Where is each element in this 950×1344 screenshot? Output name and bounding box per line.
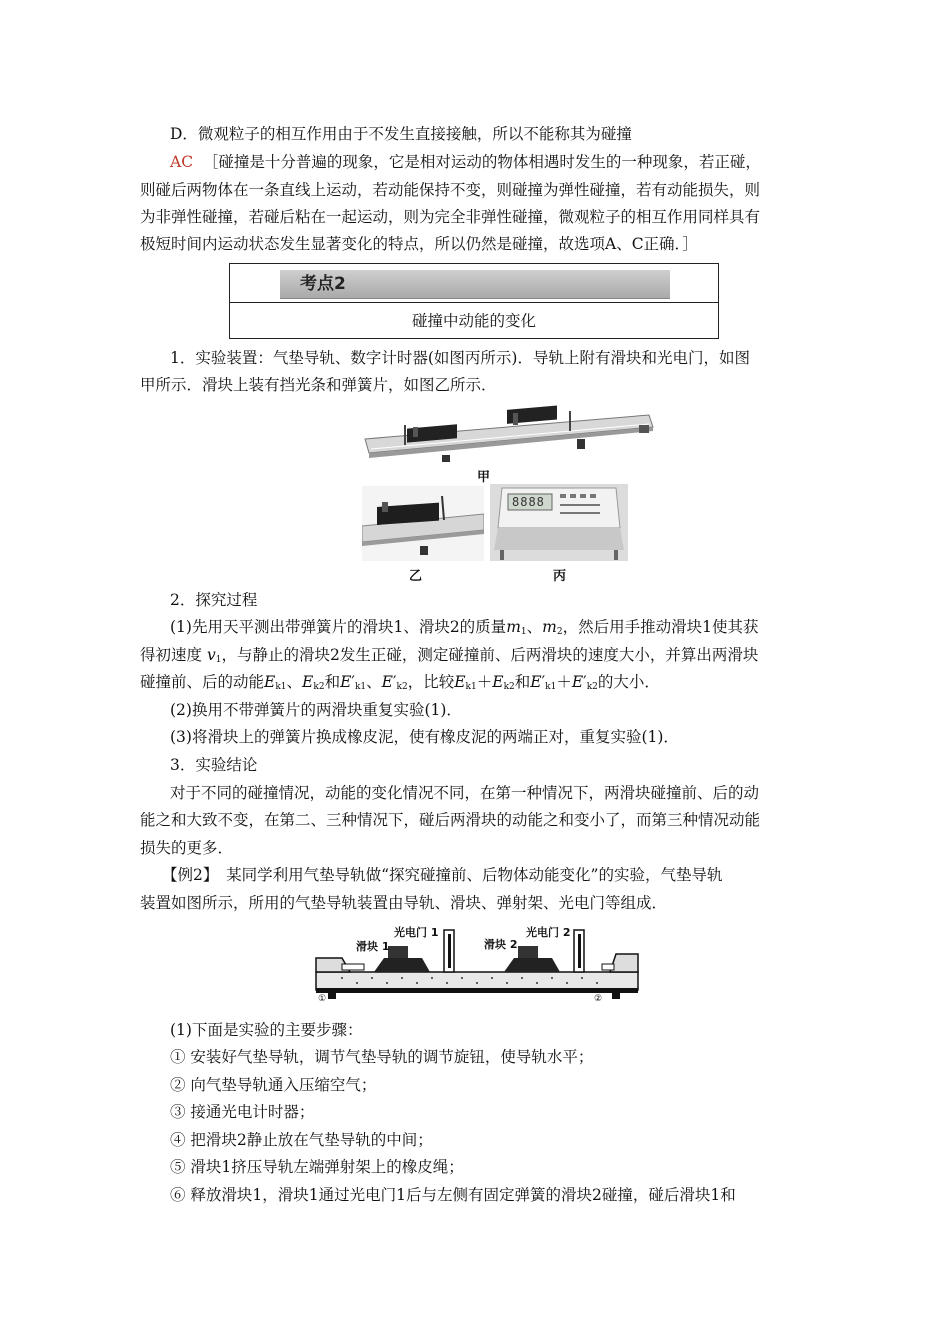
step-1: ① 安装好气垫导轨，调节气垫导轨的调节旋钮，使导轨水平； — [170, 1048, 594, 1066]
conjunction: 和 — [514, 673, 531, 691]
prime-mark: ′ — [392, 673, 397, 691]
section-tag: 考点2 — [300, 274, 346, 294]
symbol-e: E — [264, 673, 276, 691]
symbol-e: E — [340, 673, 352, 691]
answer-explanation-line-3: 为非弹性碰撞，若碰后粘在一起运动，则为完全非弹性碰撞，微观粒子的相互作用同样具有 — [140, 208, 761, 226]
section-band — [280, 270, 670, 299]
subscript: k2 — [396, 682, 408, 692]
plus-sign: ＋ — [556, 673, 572, 691]
symbol-e: E — [381, 673, 393, 691]
process-text: 得初速度 — [140, 646, 203, 664]
process-text: ，然后用手推动滑块1使其获 — [562, 618, 759, 636]
conclusion-line-2: 能之和大致不变，在第二、三种情况下，碰后两滑块的动能之和变小了，而第三种情况动能 — [140, 811, 761, 829]
subscript: k1 — [354, 682, 367, 692]
process-line-4: (2)换用不带弹簧片的两滑块重复实验(1)． — [170, 701, 462, 719]
process-text: 碰撞前、后的动能 — [140, 673, 265, 691]
symbol-m: m — [542, 618, 557, 636]
diagram-label-slider-2: 滑块 2 — [484, 938, 518, 951]
digital-timer-illustration — [490, 484, 628, 561]
diagram-foot-label-left: ① — [318, 994, 327, 1004]
prime-mark: ′ — [351, 673, 355, 691]
subscript: k2 — [586, 682, 598, 692]
plus-sign: ＋ — [476, 673, 493, 691]
conclusion-line-3: 损失的更多． — [140, 839, 234, 857]
air-track-diagram — [312, 920, 642, 1008]
diagram-label-gate-1: 光电门 1 — [394, 926, 439, 939]
steps-intro: (1)下面是实验的主要步骤： — [170, 1021, 363, 1039]
diagram-label-slider-1: 滑块 1 — [356, 940, 390, 953]
example-line-2: 装置如图所示，所用的气垫导轨装置由导轨、滑块、弹射架、光电门等组成． — [140, 894, 668, 912]
separator: 、 — [366, 673, 382, 691]
slider-photo-illustration — [362, 486, 484, 561]
option-d: D．微观粒子的相互作用由于不发生直接接触，所以不能称其为碰撞 — [170, 125, 632, 143]
process-heading: 2．探究过程 — [170, 591, 258, 609]
symbol-v: v — [206, 646, 216, 664]
process-text: (1)先用天平测出带弹簧片的滑块1、滑块2的质量 — [170, 618, 507, 636]
diagram-label-gate-2: 光电门 2 — [526, 926, 571, 939]
subscript: k2 — [313, 682, 325, 692]
example-line-1: 【例2】 某同学利用气垫导轨做“探究碰撞前、后物体动能变化”的实验，气垫导轨 — [162, 866, 723, 884]
subscript: k1 — [465, 682, 477, 692]
separator: 、 — [286, 673, 303, 691]
symbol-e: E — [302, 673, 314, 691]
symbol-e: E — [530, 673, 542, 691]
figure-bing-photo — [490, 484, 628, 561]
figure-jia-photo — [357, 405, 655, 463]
prime-mark: ′ — [583, 673, 587, 691]
subscript: 1 — [520, 627, 527, 637]
subscript: k1 — [275, 682, 287, 692]
step-3: ③ 接通光电计时器； — [170, 1103, 315, 1121]
symbol-m: m — [506, 618, 521, 636]
figure-yi-caption: 乙 — [409, 569, 423, 584]
conjunction: 和 — [324, 673, 341, 691]
step-2: ② 向气垫导轨通入压缩空气； — [170, 1076, 377, 1094]
subscript: 1 — [215, 655, 222, 665]
answer-explanation-line-1 — [170, 152, 820, 172]
conclusion-line-1: 对于不同的碰撞情况，动能的变化情况不同，在第一种情况下，两滑块碰撞前、后的动 — [170, 784, 760, 802]
step-4: ④ 把滑块2静止放在气垫导轨的中间； — [170, 1131, 433, 1149]
setup-line-2: 甲所示．滑块上装有挡光条和弹簧片，如图乙所示． — [140, 376, 497, 394]
section-header-box — [229, 263, 719, 339]
process-text: ，比较 — [407, 673, 455, 691]
step-6: ⑥ 释放滑块1，滑块1通过光电门1后与左侧有固定弹簧的滑块2碰撞，碰后滑块1和 — [170, 1186, 736, 1204]
setup-line-1: 1．实验装置：气垫导轨、数字计时器(如图丙所示)．导轨上附有滑块和光电门，如图 — [170, 349, 750, 367]
answer-explanation-line-2: 则碰后两物体在一条直线上运动，若动能保持不变，则碰撞为弹性碰撞，若有动能损失，则 — [140, 181, 761, 199]
process-line-1 — [170, 617, 820, 642]
figure-jia-caption: 甲 — [477, 470, 491, 485]
process-text: ，与静止的滑块2发生正碰，测定碰撞前、后两滑块的速度大小，并算出两滑块 — [221, 646, 759, 664]
subscript: 2 — [556, 627, 563, 637]
air-track-diagram-svg — [312, 920, 642, 1008]
conclusion-heading: 3．实验结论 — [170, 756, 258, 774]
symbol-e: E — [571, 673, 584, 691]
section-title: 碰撞中动能的变化 — [411, 312, 536, 330]
process-line-3 — [140, 672, 820, 697]
air-track-photo-illustration — [357, 405, 655, 463]
answer-key: AC — [170, 153, 194, 171]
subscript: k1 — [545, 682, 557, 692]
process-text: 的大小． — [597, 673, 660, 691]
process-line-5: (3)将滑块上的弹簧片换成橡皮泥，使有橡皮泥的两端正对，重复实验(1)． — [170, 728, 679, 746]
prime-mark: ′ — [541, 673, 546, 691]
process-line-2 — [140, 645, 820, 670]
figure-bing-caption: 丙 — [553, 569, 567, 584]
section-divider — [230, 302, 718, 303]
symbol-e: E — [492, 673, 504, 691]
diagram-foot-label-right: ② — [594, 994, 603, 1004]
explanation-text-1: ［碰撞是十分普遍的现象，它是相对运动的物体相遇时发生的一种现象，若正碰， — [202, 153, 761, 171]
subscript: k2 — [503, 682, 515, 692]
figure-yi-photo — [362, 486, 484, 561]
step-5: ⑤ 滑块1挤压导轨左端弹射架上的橡皮绳； — [170, 1158, 464, 1176]
answer-explanation-line-4: 极短时间内运动状态发生显著变化的特点，所以仍然是碰撞，故选项A、C正确．］ — [140, 235, 698, 253]
timer-digits: 8888 — [512, 495, 545, 509]
symbol-e: E — [454, 673, 466, 691]
separator: 、 — [526, 618, 543, 636]
